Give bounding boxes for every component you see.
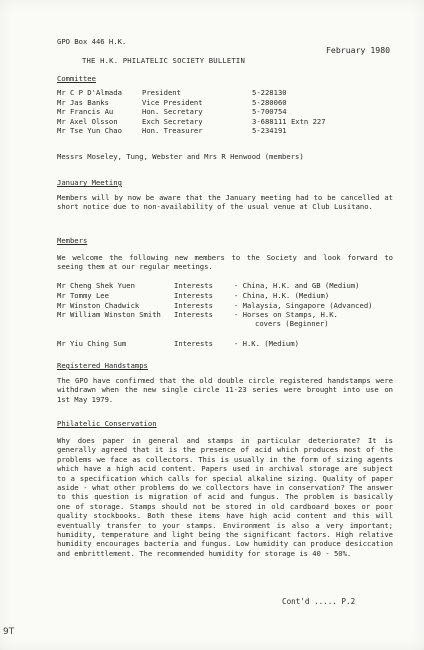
member-row — [57, 291, 417, 301]
committee-name: Mr C P D'Almada — [57, 88, 122, 97]
member-interest: - Malaysia, Singapore (Advanced) — [234, 300, 373, 310]
committee-phone: 5-280060 — [252, 97, 287, 107]
committee-row — [57, 117, 397, 127]
philatelic-conservation-heading: Philatelic Conservation — [57, 419, 157, 428]
committee-heading: Committee — [57, 74, 96, 83]
committee-row — [57, 88, 397, 98]
committee-name: Mr Axel Olsson — [57, 116, 118, 126]
member-interests-label: Interests — [174, 338, 213, 348]
member-interest: - China, H.K. (Medium) — [234, 290, 330, 300]
committee-phone: 5-700754 — [252, 107, 287, 117]
members-heading: Members — [57, 236, 88, 245]
member-interest-continued: covers (Beginner) — [255, 319, 329, 329]
committee-phone: 3-688111 Extn 227 — [252, 116, 326, 126]
committee-role: Hon. Treasurer — [142, 126, 203, 136]
january-meeting-text: Members will by now be aware that the January meeting had to be cancelled at short notice due to non-availability of the usual venue at Club Lusitano. — [57, 193, 393, 212]
member-interests-label: Interests — [174, 300, 213, 310]
philatelic-conservation-text: Why does paper in general and stamps in particular deteriorate? It is generally agreed that it is the presence of acid which produces most of the problems we face as collectors. This is usually in the form of sizing agents which have a high acid content. Papers used in archival storage are subject to a specification which calls for special alkaline sizing. Quality of paper aside - what other problems do we collectors have in conservation? The answer to this question is migration of acid and fungus. The problem is basically one of storage. Stamps should not be stored in old cardboard boxes or poor quality stockbooks. Both these items have high acid content and this will eventually transfer to your stamps. Environment is also a very important; humidity, temperature and light being the significant factors. High relative humidity encourages bacteria and fungus. Low humidity can produce desiccation and embrittlement. The recommended humidity for storage is 40 - 50%. — [57, 436, 393, 558]
member-name: Mr William Winston Smith — [57, 310, 161, 320]
member-interests-label: Interests — [174, 290, 213, 300]
bulletin-title: THE H.K. PHILATELIC SOCIETY BULLETIN — [82, 56, 245, 65]
committee-phone: 5-234191 — [252, 126, 287, 136]
january-meeting-heading: January Meeting — [57, 178, 122, 187]
member-name: Mr Yiu Ching Sum — [57, 338, 127, 348]
committee-role: Exch Secretary — [142, 116, 203, 126]
postal-address: GPO Box 446 H.K. — [57, 37, 127, 46]
member-name: Mr Tommy Lee — [57, 290, 109, 300]
member-interests-label: Interests — [174, 310, 213, 320]
committee-role: Vice President — [142, 97, 203, 107]
member-name: Mr Winston Chadwick — [57, 300, 140, 310]
continued-note: Cont'd ..... P.2 — [282, 597, 356, 606]
member-interest: - China, H.K. and GB (Medium) — [234, 281, 360, 290]
member-row — [57, 281, 417, 291]
member-interest: - Horses on Stamps, H.K. — [234, 310, 338, 320]
committee-name: Mr Tse Yun Chao — [57, 126, 122, 136]
member-interests-label: Interests — [174, 281, 213, 290]
committee-row — [57, 126, 397, 136]
member-row — [57, 339, 417, 349]
member-interest: - H.K. (Medium) — [234, 338, 299, 348]
committee-name: Mr Jas Banks — [57, 97, 109, 107]
committee-name: Mr Francis Au — [57, 107, 114, 117]
issue-date: February 1980 — [326, 45, 391, 55]
committee-role: President — [142, 88, 181, 97]
member-name: Mr Cheng Shek Yuen — [57, 281, 135, 290]
committee-row — [57, 98, 397, 108]
handwritten-margin-mark: 9T — [3, 627, 15, 637]
committee-row — [57, 107, 397, 117]
members-intro-text: We welcome the following new members to the Society and look forward to seeing them at our regular meetings. — [57, 253, 393, 272]
committee-role: Hon. Secretary — [142, 107, 203, 117]
committee-phone: 5-228130 — [252, 88, 287, 97]
member-row — [57, 310, 417, 329]
registered-handstamps-heading: Registered Handstamps — [57, 361, 148, 370]
committee-table — [57, 88, 397, 136]
committee-members-line: Messrs Moseley, Tung, Webster and Mrs R Henwood (members) — [57, 152, 304, 161]
member-row — [57, 301, 417, 311]
new-members-table — [57, 281, 417, 348]
registered-handstamps-text: The GPO have confirmed that the old double circle registered handstamps were withdrawn when the new single circle 11-23 series were brought into use on 1st May 1979. — [57, 376, 393, 404]
